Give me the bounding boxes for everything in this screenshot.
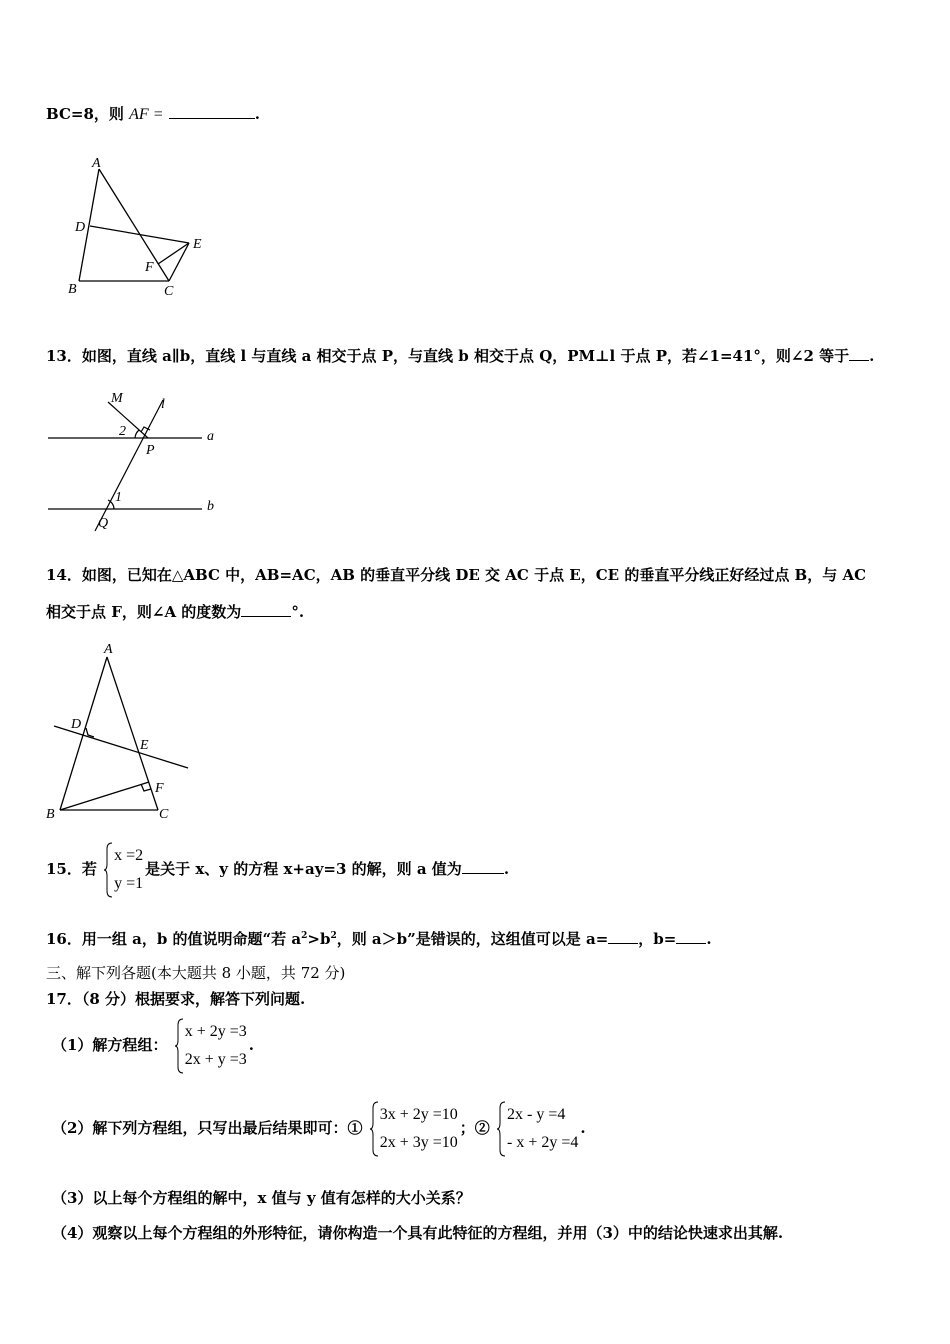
q17-part4-line: [52, 1222, 783, 1243]
q14-text-line2: 相交于点 F，则∠A 的度数为: [46, 603, 242, 621]
q17-p1-label: （1）解方程组：: [52, 1036, 168, 1054]
q14-line1: [46, 564, 866, 585]
label-angle-1: 1: [115, 490, 122, 505]
q17-p2-s1-row2: 2x + 3y =10: [379, 1134, 458, 1151]
section-3-heading: [46, 962, 345, 983]
segment-AB: [60, 657, 107, 810]
q17-p2-sep: ；②: [459, 1119, 490, 1137]
q17-p1-row1: x + 2y =3: [184, 1023, 247, 1040]
q17-p1-row2: 2x + y =3: [184, 1051, 247, 1068]
q17-title: 17．（8 分）根据要求，解答下列问题.: [46, 990, 306, 1008]
q16-line: [46, 928, 712, 949]
q15-line: [46, 842, 509, 898]
answer-blank: [849, 346, 869, 361]
label-b: b: [207, 499, 214, 514]
q16-part-c: ，则 a＞b”是错误的，这组值可以是 a=: [336, 930, 609, 948]
figure-q12: [62, 150, 222, 300]
segment-DE: [90, 226, 189, 243]
q15-num: 15．若: [46, 860, 97, 878]
equation-system-p2-1: [370, 1101, 458, 1157]
brace-icon: [104, 842, 113, 898]
q17-p2-s1-row1: 3x + 2y =10: [379, 1106, 458, 1123]
angle-2-arc: [135, 430, 139, 438]
q17-p2-end: .: [580, 1119, 586, 1137]
q16-sup2: 2: [330, 931, 337, 941]
answer-blank: [169, 104, 255, 119]
line-BF: [60, 782, 149, 810]
section-3-title: 三、解下列各题(本大题共 8 小题，共 72 分): [46, 964, 346, 982]
label-Q: Q: [98, 516, 109, 531]
figure-q14: [40, 640, 200, 825]
label-B: B: [68, 282, 77, 297]
q17-p3: （3）以上每个方程组的解中，x 值与 y 值有怎样的大小关系？: [52, 1189, 471, 1207]
answer-blank-b: [676, 929, 706, 944]
q17-title-line: [46, 988, 305, 1009]
figure-q13: [40, 388, 230, 538]
label-P: P: [146, 443, 155, 458]
equation-system-q15: [104, 842, 143, 898]
q17-p2-s2-row2: - x + 2y =4: [506, 1134, 579, 1151]
brace-icon: [497, 1101, 506, 1157]
label-C: C: [159, 807, 169, 822]
label-A: A: [104, 642, 113, 657]
q13-text: 13．如图，直线 a∥b，直线 l 与直线 a 相交于点 P，与直线 b 相交于点 Q，PM⊥l 于点 P，若∠1=41°，则∠2 等于: [46, 347, 850, 365]
q12-expr: AF =: [129, 106, 164, 123]
label-D: D: [75, 220, 86, 235]
q17-part3-line: [52, 1187, 471, 1208]
q12-end: .: [254, 105, 260, 123]
label-B: B: [46, 807, 55, 822]
q15-end: .: [503, 860, 510, 878]
label-M: M: [111, 391, 123, 406]
answer-blank: [241, 602, 291, 617]
q12-line: [46, 103, 260, 124]
label-angle-2: 2: [119, 424, 126, 439]
line-l: [95, 400, 163, 531]
label-A: A: [92, 156, 101, 171]
answer-blank: [462, 859, 504, 874]
q13-end: .: [869, 347, 875, 365]
q12-prefix: BC=8，则: [46, 105, 124, 123]
q17-p1-end: .: [248, 1036, 254, 1054]
segment-CE: [169, 243, 189, 281]
q16-end: .: [706, 930, 712, 948]
label-F: F: [145, 260, 154, 275]
label-l: l: [161, 397, 165, 412]
right-angle-mark-D: [86, 728, 94, 737]
q15-sys-row1: x =2: [114, 847, 144, 864]
brace-icon: [175, 1018, 184, 1074]
equation-system-p1: [175, 1018, 247, 1074]
q14-line2: [46, 601, 304, 622]
q15-sys-row2: y =1: [114, 875, 144, 892]
q17-part2-line: [52, 1101, 586, 1157]
label-D: D: [71, 717, 82, 732]
label-E: E: [193, 237, 202, 252]
q13-line: [46, 345, 874, 366]
line-DE: [54, 726, 188, 768]
q17-p2-label: （2）解下列方程组，只写出最后结果即可：①: [52, 1119, 363, 1137]
q14-text-line1: 14．如图，已知在△ABC 中，AB=AC，AB 的垂直平分线 DE 交 AC 于点 E，CE 的垂直平分线正好经过点 B，与 AC: [46, 566, 867, 584]
q16-sup1: 2: [301, 931, 308, 941]
q17-p2-s2-row1: 2x - y =4: [506, 1106, 566, 1123]
q16-part-a: 16．用一组 a，b 的值说明命题“若 a: [46, 930, 302, 948]
equation-system-p2-2: [497, 1101, 578, 1157]
label-C: C: [164, 284, 174, 299]
brace-icon: [370, 1101, 379, 1157]
label-E: E: [140, 738, 149, 753]
segment-FE: [158, 243, 189, 264]
ray-PM: [108, 402, 148, 438]
q17-p4: （4）观察以上每个方程组的外形特征，请你构造一个具有此特征的方程组，并用（3）中的结论快速求出其解.: [52, 1224, 784, 1242]
label-a: a: [207, 429, 214, 444]
q17-part1-line: [52, 1018, 254, 1074]
q16-part-b: >b: [307, 930, 331, 948]
q16-part-d: ，b=: [638, 930, 677, 948]
q14-end: °.: [291, 603, 305, 621]
label-F: F: [155, 781, 164, 796]
answer-blank-a: [608, 929, 638, 944]
q15-text: 是关于 x、y 的方程 x+ay=3 的解，则 a 值为: [145, 860, 462, 878]
